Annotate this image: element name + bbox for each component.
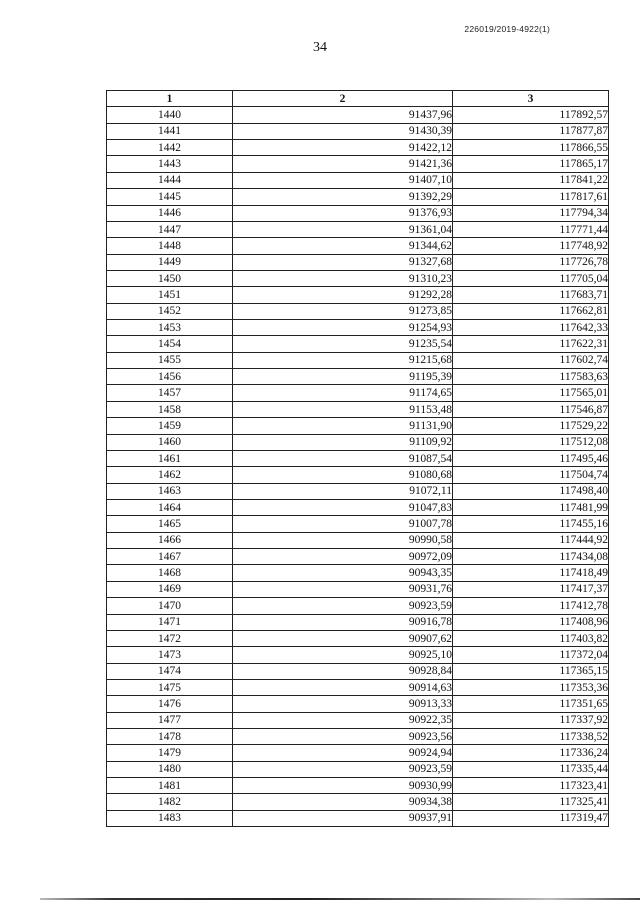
- table-row: [107, 352, 609, 368]
- y-coordinate-cell: 117412,78: [453, 598, 609, 614]
- y-coordinate-cell: 117817,61: [453, 189, 609, 205]
- table-row: [107, 254, 609, 270]
- table-row: [107, 238, 609, 254]
- y-coordinate-cell: 117353,36: [453, 679, 609, 695]
- point-number-cell: 1464: [107, 499, 233, 515]
- point-number-cell: 1449: [107, 254, 233, 270]
- point-number-cell: 1442: [107, 140, 233, 156]
- point-number-cell: 1481: [107, 778, 233, 794]
- y-coordinate-cell: 117892,57: [453, 107, 609, 123]
- point-number-cell: 1475: [107, 679, 233, 695]
- y-coordinate-cell: 117705,04: [453, 270, 609, 286]
- table-row: [107, 287, 609, 303]
- x-coordinate-cell: 90923,56: [233, 729, 453, 745]
- y-coordinate-cell: 117417,37: [453, 581, 609, 597]
- document-id: 226019/2019-4922(1): [464, 24, 550, 34]
- y-coordinate-cell: 117841,22: [453, 172, 609, 188]
- coordinates-table: [106, 90, 609, 827]
- table-row: [107, 794, 609, 810]
- table-row: [107, 369, 609, 385]
- x-coordinate-cell: 90925,10: [233, 647, 453, 663]
- y-coordinate-cell: 117748,92: [453, 238, 609, 254]
- y-coordinate-cell: 117335,44: [453, 761, 609, 777]
- table-row: [107, 810, 609, 826]
- point-number-cell: 1470: [107, 598, 233, 614]
- table-row: [107, 270, 609, 286]
- point-number-cell: 1444: [107, 172, 233, 188]
- x-coordinate-cell: 90937,91: [233, 810, 453, 826]
- point-number-cell: 1467: [107, 549, 233, 565]
- x-coordinate-cell: 91174,65: [233, 385, 453, 401]
- y-coordinate-cell: 117444,92: [453, 532, 609, 548]
- y-coordinate-cell: 117481,99: [453, 499, 609, 515]
- y-coordinate-cell: 117794,34: [453, 205, 609, 221]
- table-row: [107, 434, 609, 450]
- x-coordinate-cell: 90931,76: [233, 581, 453, 597]
- x-coordinate-cell: 90922,35: [233, 712, 453, 728]
- table-row: [107, 549, 609, 565]
- table-row: [107, 303, 609, 319]
- point-number-cell: 1468: [107, 565, 233, 581]
- y-coordinate-cell: 117877,87: [453, 123, 609, 139]
- table-row: [107, 450, 609, 466]
- point-number-cell: 1476: [107, 696, 233, 712]
- y-coordinate-cell: 117529,22: [453, 418, 609, 434]
- x-coordinate-cell: 91273,85: [233, 303, 453, 319]
- table-row: [107, 745, 609, 761]
- table-row: [107, 663, 609, 679]
- point-number-cell: 1461: [107, 450, 233, 466]
- point-number-cell: 1440: [107, 107, 233, 123]
- point-number-cell: 1474: [107, 663, 233, 679]
- x-coordinate-cell: 91007,78: [233, 516, 453, 532]
- y-coordinate-cell: 117336,24: [453, 745, 609, 761]
- point-number-cell: 1460: [107, 434, 233, 450]
- x-coordinate-cell: 91327,68: [233, 254, 453, 270]
- x-coordinate-cell: 90943,35: [233, 565, 453, 581]
- table-header-row: [107, 91, 609, 107]
- x-coordinate-cell: 91195,39: [233, 369, 453, 385]
- point-number-cell: 1443: [107, 156, 233, 172]
- x-coordinate-cell: 91131,90: [233, 418, 453, 434]
- point-number-cell: 1465: [107, 516, 233, 532]
- x-coordinate-cell: 91153,48: [233, 401, 453, 417]
- point-number-cell: 1463: [107, 483, 233, 499]
- point-number-cell: 1458: [107, 401, 233, 417]
- table-row: [107, 761, 609, 777]
- point-number-cell: 1453: [107, 320, 233, 336]
- table-body: [107, 107, 609, 827]
- y-coordinate-cell: 117565,01: [453, 385, 609, 401]
- table-row: [107, 156, 609, 172]
- scan-bottom-edge: [40, 898, 640, 900]
- x-coordinate-cell: 90930,99: [233, 778, 453, 794]
- point-number-cell: 1462: [107, 467, 233, 483]
- y-coordinate-cell: 117602,74: [453, 352, 609, 368]
- y-coordinate-cell: 117325,41: [453, 794, 609, 810]
- point-number-cell: 1473: [107, 647, 233, 663]
- point-number-cell: 1478: [107, 729, 233, 745]
- x-coordinate-cell: 91047,83: [233, 499, 453, 515]
- y-coordinate-cell: 117622,31: [453, 336, 609, 352]
- point-number-cell: 1447: [107, 221, 233, 237]
- y-coordinate-cell: 117455,16: [453, 516, 609, 532]
- y-coordinate-cell: 117408,96: [453, 614, 609, 630]
- x-coordinate-cell: 90990,58: [233, 532, 453, 548]
- table-row: [107, 729, 609, 745]
- table-row: [107, 614, 609, 630]
- point-number-cell: 1441: [107, 123, 233, 139]
- y-coordinate-cell: 117403,82: [453, 630, 609, 646]
- y-coordinate-cell: 117418,49: [453, 565, 609, 581]
- x-coordinate-cell: 90907,62: [233, 630, 453, 646]
- x-coordinate-cell: 91392,29: [233, 189, 453, 205]
- y-coordinate-cell: 117338,52: [453, 729, 609, 745]
- y-coordinate-cell: 117546,87: [453, 401, 609, 417]
- x-coordinate-cell: 90928,84: [233, 663, 453, 679]
- y-coordinate-cell: 117642,33: [453, 320, 609, 336]
- table-row: [107, 532, 609, 548]
- x-coordinate-cell: 91430,39: [233, 123, 453, 139]
- x-coordinate-cell: 91422,12: [233, 140, 453, 156]
- page-number: 34: [313, 40, 327, 55]
- table-row: [107, 189, 609, 205]
- table-row: [107, 467, 609, 483]
- table-row: [107, 123, 609, 139]
- point-number-cell: 1482: [107, 794, 233, 810]
- point-number-cell: 1452: [107, 303, 233, 319]
- y-coordinate-cell: 117319,47: [453, 810, 609, 826]
- point-number-cell: 1455: [107, 352, 233, 368]
- table-row: [107, 221, 609, 237]
- y-coordinate-cell: 117512,08: [453, 434, 609, 450]
- x-coordinate-cell: 91376,93: [233, 205, 453, 221]
- y-coordinate-cell: 117583,63: [453, 369, 609, 385]
- x-coordinate-cell: 91437,96: [233, 107, 453, 123]
- y-coordinate-cell: 117662,81: [453, 303, 609, 319]
- x-coordinate-cell: 91310,23: [233, 270, 453, 286]
- table-row: [107, 483, 609, 499]
- table-row: [107, 581, 609, 597]
- table-row: [107, 418, 609, 434]
- y-coordinate-cell: 117683,71: [453, 287, 609, 303]
- table-row: [107, 565, 609, 581]
- point-number-cell: 1450: [107, 270, 233, 286]
- table-row: [107, 598, 609, 614]
- x-coordinate-cell: 91344,62: [233, 238, 453, 254]
- table-row: [107, 696, 609, 712]
- y-coordinate-cell: 117337,92: [453, 712, 609, 728]
- column-header-1: 1: [107, 91, 233, 107]
- table-row: [107, 647, 609, 663]
- table-row: [107, 401, 609, 417]
- point-number-cell: 1477: [107, 712, 233, 728]
- x-coordinate-cell: 90924,94: [233, 745, 453, 761]
- x-coordinate-cell: 91407,10: [233, 172, 453, 188]
- point-number-cell: 1469: [107, 581, 233, 597]
- x-coordinate-cell: 91080,68: [233, 467, 453, 483]
- y-coordinate-cell: 117372,04: [453, 647, 609, 663]
- table-row: [107, 385, 609, 401]
- point-number-cell: 1480: [107, 761, 233, 777]
- table-row: [107, 679, 609, 695]
- x-coordinate-cell: 91254,93: [233, 320, 453, 336]
- table-row: [107, 320, 609, 336]
- x-coordinate-cell: 91072,11: [233, 483, 453, 499]
- table-row: [107, 712, 609, 728]
- table-row: [107, 336, 609, 352]
- table-row: [107, 205, 609, 221]
- point-number-cell: 1457: [107, 385, 233, 401]
- table-row: [107, 140, 609, 156]
- point-number-cell: 1454: [107, 336, 233, 352]
- x-coordinate-cell: 90913,33: [233, 696, 453, 712]
- table-row: [107, 499, 609, 515]
- x-coordinate-cell: 91215,68: [233, 352, 453, 368]
- column-header-3: 3: [453, 91, 609, 107]
- y-coordinate-cell: 117865,17: [453, 156, 609, 172]
- point-number-cell: 1451: [107, 287, 233, 303]
- point-number-cell: 1466: [107, 532, 233, 548]
- x-coordinate-cell: 91087,54: [233, 450, 453, 466]
- x-coordinate-cell: 90923,59: [233, 761, 453, 777]
- x-coordinate-cell: 91361,04: [233, 221, 453, 237]
- point-number-cell: 1446: [107, 205, 233, 221]
- x-coordinate-cell: 90923,59: [233, 598, 453, 614]
- point-number-cell: 1445: [107, 189, 233, 205]
- y-coordinate-cell: 117866,55: [453, 140, 609, 156]
- x-coordinate-cell: 90914,63: [233, 679, 453, 695]
- y-coordinate-cell: 117504,74: [453, 467, 609, 483]
- table-row: [107, 172, 609, 188]
- x-coordinate-cell: 90972,09: [233, 549, 453, 565]
- table-row: [107, 107, 609, 123]
- y-coordinate-cell: 117365,15: [453, 663, 609, 679]
- y-coordinate-cell: 117771,44: [453, 221, 609, 237]
- column-header-2: 2: [233, 91, 453, 107]
- x-coordinate-cell: 91421,36: [233, 156, 453, 172]
- x-coordinate-cell: 91235,54: [233, 336, 453, 352]
- x-coordinate-cell: 91292,28: [233, 287, 453, 303]
- x-coordinate-cell: 90916,78: [233, 614, 453, 630]
- point-number-cell: 1459: [107, 418, 233, 434]
- x-coordinate-cell: 91109,92: [233, 434, 453, 450]
- point-number-cell: 1456: [107, 369, 233, 385]
- y-coordinate-cell: 117434,08: [453, 549, 609, 565]
- y-coordinate-cell: 117498,40: [453, 483, 609, 499]
- point-number-cell: 1472: [107, 630, 233, 646]
- table-row: [107, 516, 609, 532]
- y-coordinate-cell: 117323,41: [453, 778, 609, 794]
- table-row: [107, 778, 609, 794]
- x-coordinate-cell: 90934,38: [233, 794, 453, 810]
- table-row: [107, 630, 609, 646]
- point-number-cell: 1479: [107, 745, 233, 761]
- point-number-cell: 1448: [107, 238, 233, 254]
- y-coordinate-cell: 117351,65: [453, 696, 609, 712]
- point-number-cell: 1471: [107, 614, 233, 630]
- y-coordinate-cell: 117726,78: [453, 254, 609, 270]
- point-number-cell: 1483: [107, 810, 233, 826]
- y-coordinate-cell: 117495,46: [453, 450, 609, 466]
